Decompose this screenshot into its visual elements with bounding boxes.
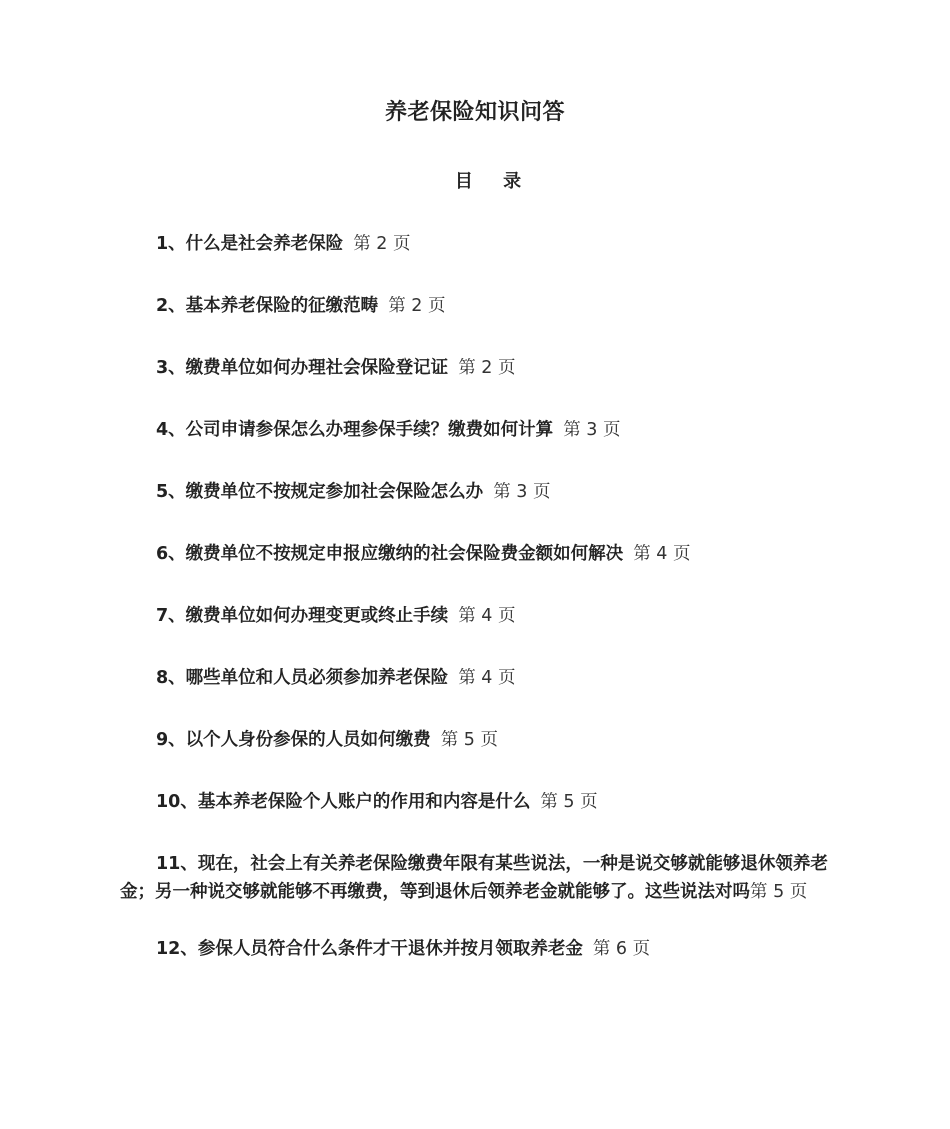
toc-heading: 目 录 — [454, 171, 534, 192]
toc-item-label: 5、缴费单位不按规定参加社会保险怎么办 — [156, 482, 484, 502]
toc-item-1 — [120, 230, 832, 258]
toc-item-page: 第 4 页 — [458, 668, 516, 688]
toc-item-page: 第 4 页 — [633, 544, 691, 564]
toc-item-label: 12、参保人员符合什么条件才干退休并按月领取养老金 — [156, 939, 583, 959]
toc-item-2 — [120, 292, 832, 320]
toc-item-page: 第 3 页 — [563, 420, 621, 440]
toc-item-label: 11、现在，社会上有关养老保险缴费年限有某些说法，一种是说交够就能够退休领养老金；另一种说交够就能够不再缴费，等到退休后领养老金就能够了。这些说法对吗 — [120, 854, 828, 902]
toc-item-7 — [120, 602, 832, 630]
toc-item-label: 4、公司申请参保怎么办理参保手续？缴费如何计算 — [156, 420, 554, 440]
toc-item-label: 10、基本养老保险个人账户的作用和内容是什么 — [156, 792, 531, 812]
toc-item-9 — [120, 726, 832, 754]
toc-item-8 — [120, 664, 832, 692]
toc-item-page: 第 2 页 — [353, 234, 411, 254]
toc-item-page: 第 5 页 — [540, 792, 598, 812]
toc-item-label: 1、什么是社会养老保险 — [156, 234, 344, 254]
toc-item-page: 第 3 页 — [493, 482, 551, 502]
toc-item-11 — [120, 850, 832, 906]
toc-item-4 — [120, 416, 832, 444]
toc-item-page: 第 5 页 — [750, 882, 808, 902]
toc-item-page: 第 2 页 — [458, 358, 516, 378]
toc-item-label: 6、缴费单位不按规定申报应缴纳的社会保险费金额如何解决 — [156, 544, 624, 564]
toc-item-5 — [120, 478, 832, 506]
toc-item-label: 9、以个人身份参保的人员如何缴费 — [156, 730, 431, 750]
toc-item-page: 第 2 页 — [388, 296, 446, 316]
toc-item-label: 2、基本养老保险的征缴范畴 — [156, 296, 379, 316]
toc-item-12 — [120, 935, 832, 963]
toc-item-page: 第 5 页 — [440, 730, 498, 750]
toc-item-10 — [120, 788, 832, 816]
document-title: 养老保险知识问答 — [384, 100, 565, 125]
toc-item-label: 3、缴费单位如何办理社会保险登记证 — [156, 358, 449, 378]
table-of-contents — [120, 230, 832, 997]
toc-item-label: 7、缴费单位如何办理变更或终止手续 — [156, 606, 449, 626]
toc-item-label: 8、哪些单位和人员必须参加养老保险 — [156, 668, 449, 688]
toc-item-3 — [120, 354, 832, 382]
toc-item-6 — [120, 540, 832, 568]
toc-item-page: 第 4 页 — [458, 606, 516, 626]
toc-item-page: 第 6 页 — [592, 939, 651, 959]
